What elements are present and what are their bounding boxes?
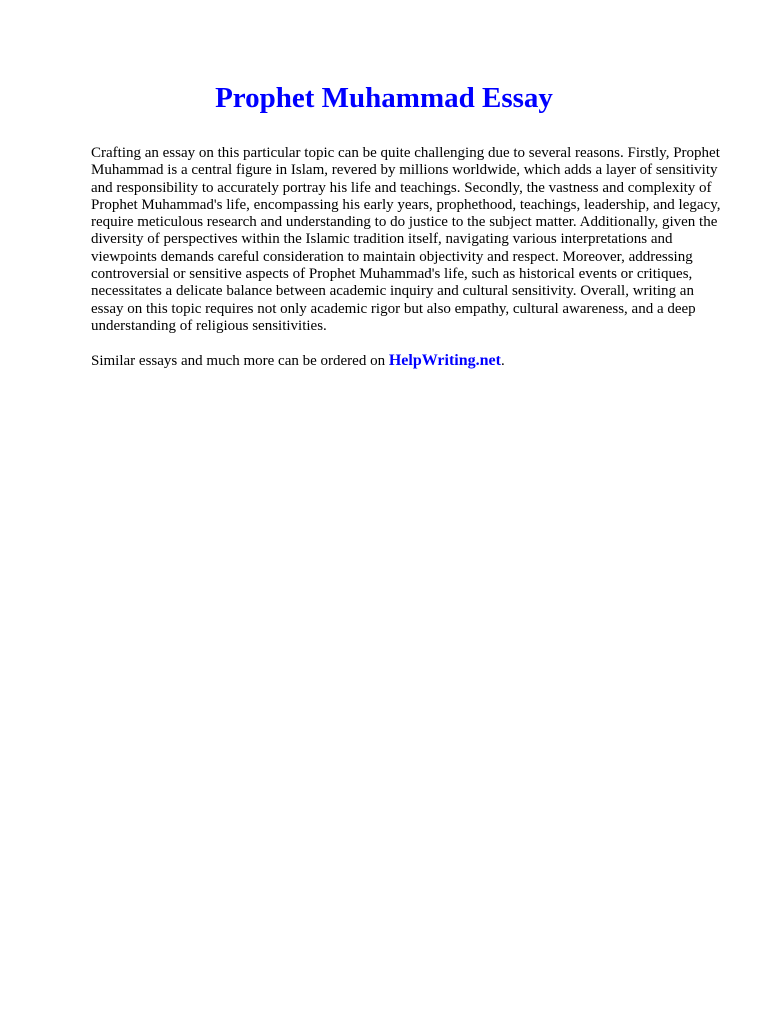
order-line-suffix: . xyxy=(500,353,505,369)
helpwriting-link[interactable]: HelpWriting.net xyxy=(388,352,501,369)
order-line xyxy=(91,351,723,371)
page-title: Prophet Muhammad Essay xyxy=(215,82,553,114)
order-line-prefix: Similar essays and much more can be ordered on xyxy=(91,353,389,369)
essay-paragraph: Crafting an essay on this particular topic can be quite challenging due to several reasons. Firstly, Prophet Muhammad is a central figure in Islam, revered by millions worldwide, which adds a layer of sensitivity and responsibility to accurately portray his life and teachings. Secondly, the vastness and complexity of Prophet Muhammad's life, encompassing his early years, prophethood, teachings, leadership, and legacy, require meticulous research and understanding to do justice to the subject matter. Additionally, given the diversity of perspectives within the Islamic tradition itself, navigating various interpretations and viewpoints demands careful consideration to maintain objectivity and respect. Moreover, addressing controversial or sensitive aspects of Prophet Muhammad's life, such as historical events or critiques, necessitates a delicate balance between academic inquiry and cultural sensitivity. Overall, writing an essay on this topic requires not only academic rigor but also empathy, cultural awareness, and a deep understanding of religious sensitivities. xyxy=(91,145,721,334)
